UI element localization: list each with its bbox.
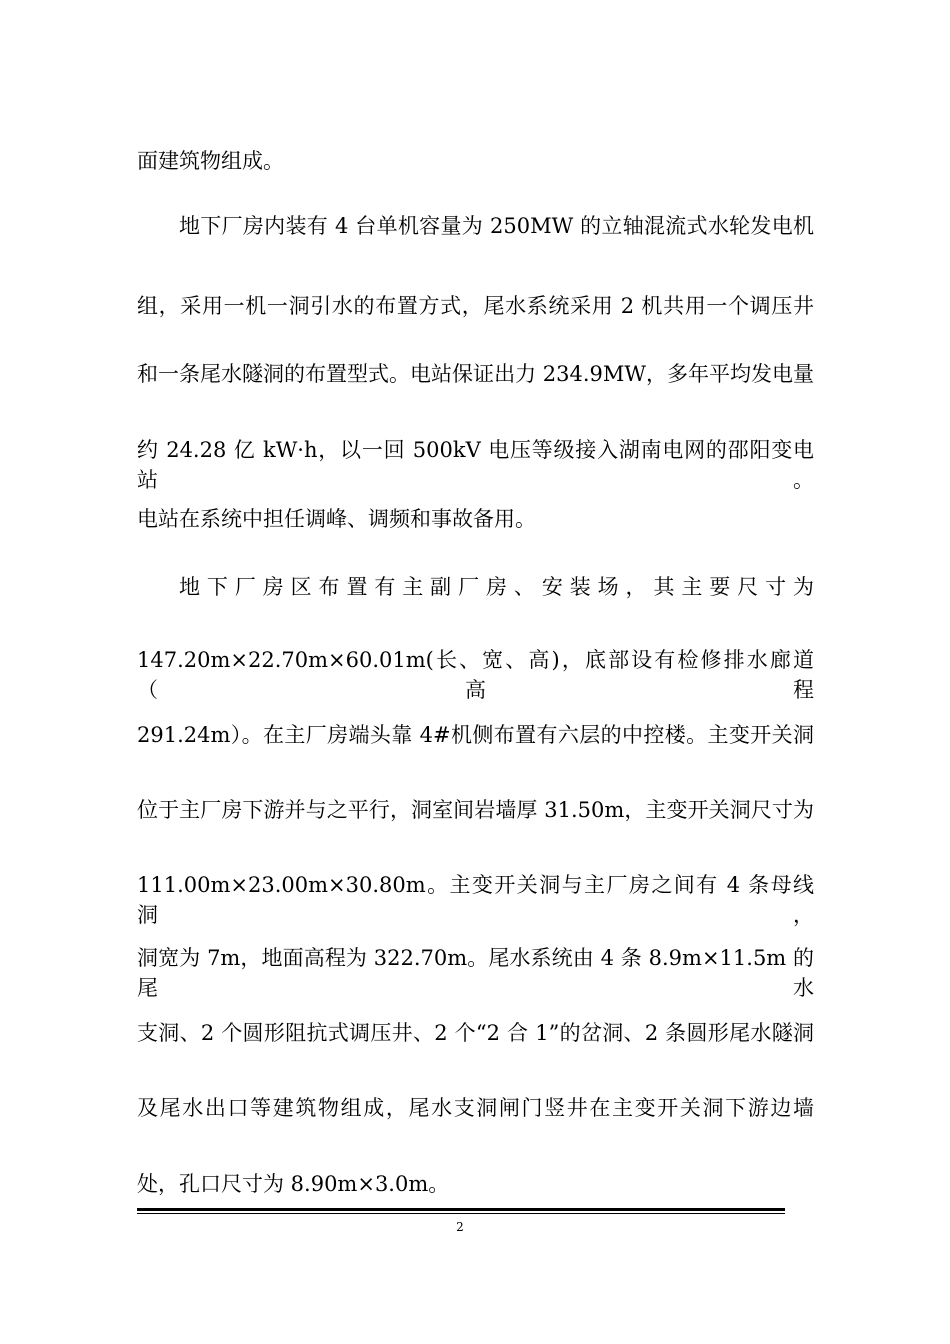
paragraph-2-line-1: 地下厂房内装有 4 台单机容量为 250MW 的立轴混流式水轮发电机 bbox=[179, 214, 814, 238]
footer-divider-thin bbox=[137, 1213, 785, 1214]
paragraph-3-line-2: 147.20m×22.70m×60.01m(长、宽、高)，底部设有检修排水廊道（高程 bbox=[137, 648, 814, 702]
paragraph-3-line-5: 111.00m×23.00m×30.80m。主变开关洞与主厂房之间有 4 条母线洞， bbox=[137, 873, 814, 927]
text-line-1: 面建筑物组成。 bbox=[137, 149, 284, 173]
paragraph-2-line-5: 电站在系统中担任调峰、调频和事故备用。 bbox=[137, 507, 536, 531]
paragraph-3-line-7: 支洞、2 个圆形阻抗式调压井、2 个“2 合 1”的岔洞、2 条圆形尾水隧洞 bbox=[137, 1021, 814, 1045]
paragraph-3-line-1: 地下厂房区布置有主副厂房、安装场，其主要尺寸为 bbox=[179, 575, 814, 599]
paragraph-3-line-9: 处，孔口尺寸为 8.90m×3.0m。 bbox=[137, 1172, 450, 1196]
page-number: 2 bbox=[456, 1220, 464, 1234]
paragraph-3-line-4: 位于主厂房下游并与之平行，洞室间岩墙厚 31.50m，主变开关洞尺寸为 bbox=[137, 798, 814, 822]
paragraph-2-line-3: 和一条尾水隧洞的布置型式。电站保证出力 234.9MW，多年平均发电量 bbox=[137, 362, 814, 386]
paragraph-2-line-2: 组，采用一机一洞引水的布置方式，尾水系统采用 2 机共用一个调压井 bbox=[137, 294, 814, 318]
paragraph-3-line-3: 291.24m）。在主厂房端头靠 4#机侧布置有六层的中控楼。主变开关洞 bbox=[137, 723, 814, 747]
paragraph-3-line-6: 洞宽为 7m，地面高程为 322.70m。尾水系统由 4 条 8.9m×11.5m 的尾水 bbox=[137, 946, 814, 1000]
paragraph-3-line-8: 及尾水出口等建筑物组成，尾水支洞闸门竖井在主变开关洞下游边墙 bbox=[137, 1096, 814, 1120]
footer-divider-thick bbox=[137, 1208, 785, 1211]
paragraph-2-line-4: 约 24.28 亿 kW·h，以一回 500kV 电压等级接入湖南电网的邵阳变电站。 bbox=[137, 438, 814, 492]
